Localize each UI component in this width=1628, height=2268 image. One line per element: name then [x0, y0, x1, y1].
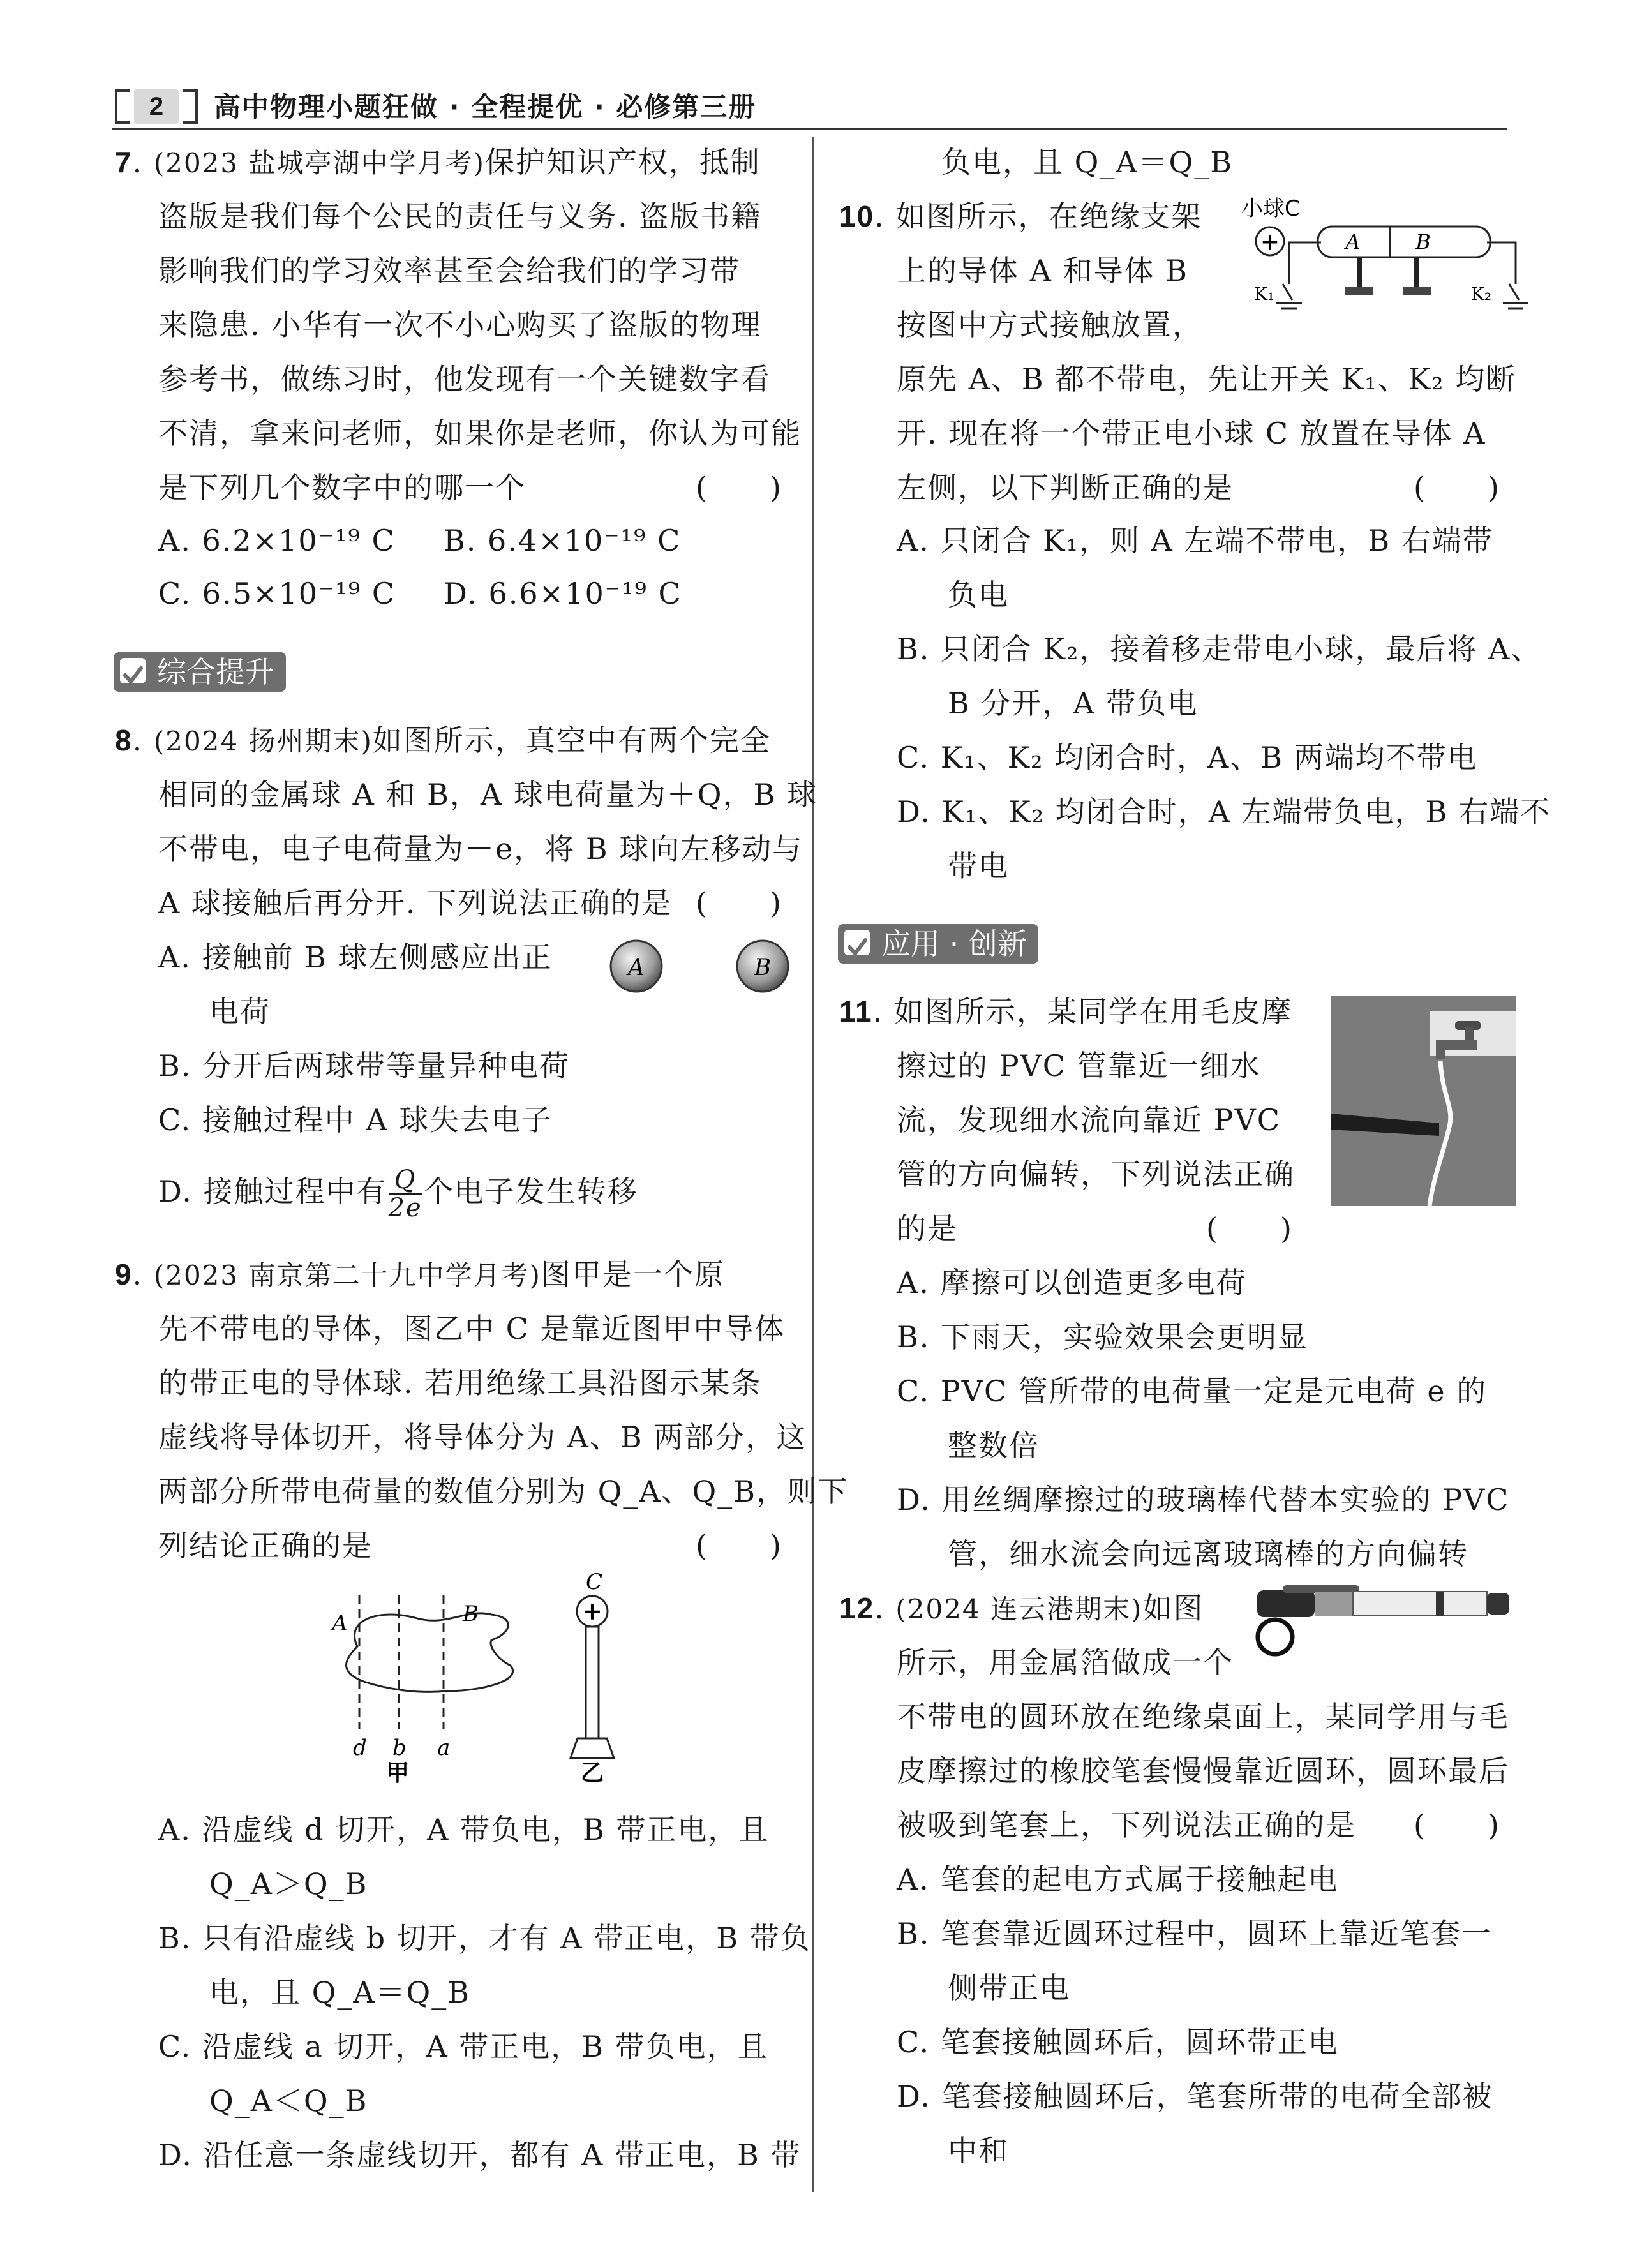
option-c[interactable]: C. PVC 管所带的电荷量一定是元电荷 e 的: [897, 1374, 1488, 1408]
question-text: 上的导体 A 和导体 B: [897, 253, 1188, 288]
question-source: (2024 扬州期末): [153, 726, 373, 757]
question-text: 不清，拿来问老师，如果你是老师，你认为可能: [158, 416, 802, 451]
figure-label-jia: 甲: [386, 1760, 410, 1786]
question-text: 不带电，电子电荷量为－e，将 B 球向左移动与: [158, 832, 803, 866]
label-a-line: a: [437, 1735, 451, 1761]
option-a-cont: 负电: [948, 578, 1009, 612]
answer-blank[interactable]: ( ): [1206, 1211, 1293, 1246]
option-b-cont: 侧带正电: [948, 1971, 1070, 2005]
question-text: 如图: [1142, 1591, 1204, 1625]
section-title: 应用 · 创新: [881, 927, 1027, 961]
option-a[interactable]: A. 摩擦可以创造更多电荷: [897, 1265, 1247, 1300]
question-text: 来隐患. 小华有一次不小心购买了盗版的物理: [158, 308, 762, 342]
question-source: (2023 盐城亭湖中学月考): [153, 147, 485, 179]
label-b-line: b: [392, 1735, 407, 1761]
section-header-application: [838, 924, 1038, 964]
stand-base: [571, 1738, 614, 1758]
option-d[interactable]: D. 用丝绸摩擦过的玻璃棒代替本实验的 PVC: [897, 1482, 1510, 1517]
option-b[interactable]: B. 只闭合 K₂，接着移走带电小球，最后将 A、: [897, 632, 1542, 666]
option-d[interactable]: D. K₁、K₂ 均闭合时，A 左端带负电，B 右端不: [897, 795, 1551, 829]
question-text: 左侧，以下判断正确的是: [897, 470, 1234, 505]
header-rule: [112, 128, 1507, 130]
option-a-cont: Q_A＞Q_B: [209, 1867, 368, 1901]
conductor-circuit-figure: [1232, 191, 1532, 319]
answer-blank[interactable]: ( ): [696, 470, 782, 505]
switch-k2[interactable]: [1509, 284, 1519, 300]
pen-barrel: [1353, 1592, 1487, 1616]
option-a[interactable]: A. 6.2×10⁻¹⁹ C: [158, 523, 396, 558]
pen-band: [1436, 1592, 1444, 1616]
option-b[interactable]: B. 笔套靠近圆环过程中，圆环上靠近笔套一: [897, 1916, 1493, 1951]
pen-end: [1487, 1593, 1509, 1615]
option-c-cont: 整数倍: [948, 1428, 1040, 1463]
ball-label: 小球C: [1241, 196, 1300, 221]
answer-blank[interactable]: ( ): [696, 1528, 782, 1563]
question-number: 7: [115, 145, 133, 179]
pen-and-ring-figure: [1244, 1583, 1519, 1659]
question-text: 如图所示，在绝缘支架: [895, 199, 1202, 234]
option-b[interactable]: B. 下雨天，实验效果会更明显: [897, 1320, 1309, 1354]
question-text: 流，发现细水流向靠近 PVC: [897, 1103, 1281, 1137]
question-text: 是下列几个数字中的哪一个: [158, 470, 526, 505]
sphere-b-label: B: [754, 955, 772, 981]
book-title: 高中物理小题狂做 · 全程提优 · 必修第三册: [214, 91, 757, 123]
answer-blank[interactable]: ( ): [696, 886, 782, 920]
option-d-cont: 带电: [948, 849, 1009, 883]
label-k2: K₂: [1471, 283, 1492, 304]
conductor-cut-figure: [319, 1570, 664, 1787]
option-a[interactable]: A. 接触前 B 球左侧感应出正: [158, 940, 553, 974]
label-b: B: [463, 1601, 479, 1627]
answer-blank[interactable]: ( ): [1414, 1808, 1500, 1842]
option-c[interactable]: C. 接触过程中 A 球失去电子: [158, 1103, 553, 1137]
option-d[interactable]: D. 6.6×10⁻¹⁹ C: [444, 576, 682, 611]
switch-k1[interactable]: [1283, 284, 1292, 300]
water-stream-photo: [1331, 996, 1516, 1206]
pen-grip: [1315, 1592, 1353, 1616]
section-title: 综合提升: [157, 655, 274, 689]
column-divider: [812, 137, 814, 2192]
option-b-cont: B 分开，A 带负电: [948, 686, 1199, 720]
question-text: 影响我们的学习效率甚至会给我们的学习带: [158, 253, 740, 288]
question-text: 按图中方式接触放置，: [897, 308, 1203, 342]
answer-blank[interactable]: ( ): [1414, 470, 1500, 505]
section-header-comprehensive: [114, 652, 286, 692]
question-number: 11: [839, 995, 873, 1028]
question-source: (2024 连云港期末): [895, 1593, 1143, 1625]
figure-label-yi: 乙: [581, 1760, 604, 1786]
question-text: 盗版是我们每个公民的责任与义务. 盗版书籍: [158, 199, 762, 234]
option-b-cont: 电，且 Q_A＝Q_B: [209, 1975, 471, 2010]
conductor-ab: [1318, 227, 1490, 257]
wire-k1: [1289, 242, 1321, 284]
checkmark-icon: [120, 658, 146, 683]
option-a-cont: 电荷: [209, 994, 271, 1029]
question-text: 皮摩擦过的橡胶笔套慢慢靠近圆环，圆环最后: [897, 1754, 1509, 1788]
sphere-a-label: A: [628, 955, 645, 981]
foil-ring: [1258, 1620, 1292, 1654]
question-number: 10: [839, 200, 875, 233]
option-c-cont: Q_A＜Q_B: [209, 2084, 368, 2118]
metal-spheres-figure: [609, 937, 801, 1001]
option-d[interactable]: D. 接触过程中有 $\frac{Q}{2e}$ 个电子发生转移: [158, 1165, 638, 1223]
question-number: 12: [839, 1592, 875, 1625]
label-b: B: [1415, 230, 1431, 254]
option-a[interactable]: A. 只闭合 K₁，则 A 左端不带电，B 右端带: [897, 523, 1493, 558]
question-text: 原先 A、B 都不带电，先让开关 K₁、K₂ 均断: [897, 362, 1517, 396]
question-text: 先不带电的导体，图乙中 C 是靠近图甲中导体: [158, 1311, 786, 1346]
question-text: 参考书，做练习时，他发现有一个关键数字看: [158, 362, 771, 396]
question-text: 列结论正确的是: [158, 1528, 373, 1563]
option-c[interactable]: C. 沿虚线 a 切开，A 带正电，B 带负电，且: [158, 2029, 768, 2064]
question-text: 保护知识产权，抵制: [484, 145, 761, 179]
question-text: 图甲是一个原: [541, 1257, 725, 1292]
page-number-badge: [115, 89, 198, 124]
question-text: 如图所示，真空中有两个完全: [372, 723, 771, 757]
q9-option-d-cont: 负电，且 Q_A＝Q_B: [941, 145, 1234, 179]
question-text: 的带正电的导体球. 若用绝缘工具沿图示某条: [158, 1366, 762, 1400]
question-text: 被吸到笔套上，下列说法正确的是: [897, 1808, 1356, 1842]
pen-cap: [1257, 1590, 1315, 1617]
question-text: 所示，用金属箔做成一个: [897, 1645, 1234, 1680]
question-text: 的是: [897, 1211, 958, 1246]
label-d-line: d: [353, 1735, 367, 1761]
question-number: 9: [115, 1258, 133, 1291]
label-a: A: [1345, 230, 1361, 254]
option-d[interactable]: D. 沿任意一条虚线切开，都有 A 带正电，B 带: [158, 2138, 802, 2172]
page-number: 2: [149, 93, 164, 121]
option-c[interactable]: C. 6.5×10⁻¹⁹ C: [158, 576, 396, 611]
option-b[interactable]: B. 分开后两球带等量异种电荷: [158, 1048, 571, 1083]
conductor-outline: [347, 1613, 513, 1692]
fraction-q-over-2e: $\frac{Q}{2e}$: [388, 1165, 422, 1223]
option-d[interactable]: D. 笔套接触圆环后，笔套所带的电荷全部被: [897, 2079, 1493, 2114]
label-c: C: [586, 1570, 603, 1595]
label-k1: K₁: [1254, 283, 1275, 304]
wire-k2: [1487, 242, 1516, 284]
option-c[interactable]: C. K₁、K₂ 均闭合时，A、B 两端均不带电: [897, 740, 1478, 775]
checkmark-icon: [844, 930, 870, 955]
question-text: 相同的金属球 A 和 B，A 球电荷量为＋Q，B 球: [158, 777, 818, 812]
insulating-stand: [586, 1627, 599, 1738]
question-text: 擦过的 PVC 管靠近一细水: [897, 1048, 1261, 1083]
question-text: A 球接触后再分开. 下列说法正确的是: [158, 886, 673, 920]
option-d-cont: 管，细水流会向远离玻璃棒的方向偏转: [948, 1537, 1468, 1571]
question-text: 开. 现在将一个带正电小球 C 放置在导体 A: [897, 416, 1486, 451]
question-text: 两部分所带电荷量的数值分别为 Q_A、Q_B，则下: [158, 1474, 849, 1509]
question-text: 管的方向偏转，下列说法正确: [897, 1157, 1295, 1191]
option-b[interactable]: B. 只有沿虚线 b 切开，才有 A 带正电，B 带负: [158, 1921, 811, 1955]
option-d-cont: 中和: [948, 2133, 1009, 2168]
stand-b-base: [1403, 287, 1431, 295]
plus-sign: +: [582, 1597, 602, 1625]
question-text: 虚线将导体切开，将导体分为 A、B 两部分，这: [158, 1420, 807, 1454]
option-c[interactable]: C. 笔套接触圆环后，圆环带正电: [897, 2025, 1339, 2059]
option-a[interactable]: A. 沿虚线 d 切开，A 带负电，B 带正电，且: [158, 1812, 770, 1847]
question-text: 如图所示，某同学在用毛皮摩: [893, 994, 1292, 1029]
stand-a-base: [1345, 287, 1373, 295]
question-text: 不带电的圆环放在绝缘桌面上，某同学用与毛: [897, 1699, 1509, 1734]
plus-sign: +: [1260, 228, 1280, 255]
question-number: 8: [115, 724, 133, 757]
label-a: A: [332, 1611, 348, 1636]
option-a[interactable]: A. 笔套的起电方式属于接触起电: [897, 1862, 1339, 1897]
question-source: (2023 南京第二十九中学月考): [153, 1260, 541, 1291]
option-b[interactable]: B. 6.4×10⁻¹⁹ C: [444, 523, 682, 558]
